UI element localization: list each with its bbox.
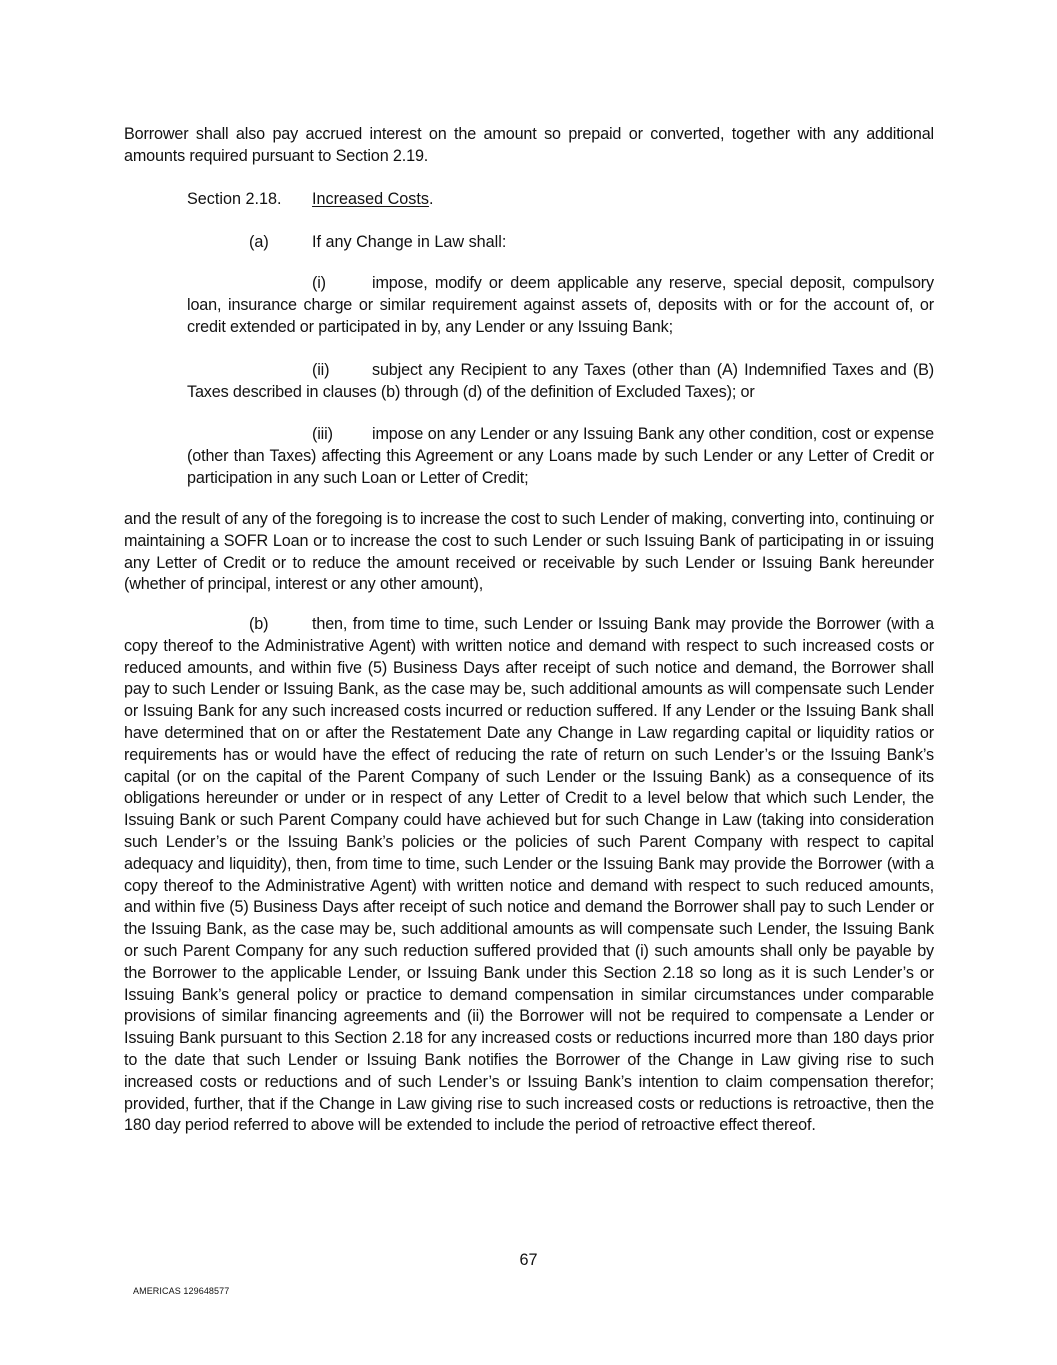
page-number: 67 xyxy=(519,1251,538,1269)
clause-b xyxy=(124,614,934,1137)
sub-item-iii-marker: (iii) xyxy=(312,425,333,443)
section-title-suffix: . xyxy=(428,190,434,208)
intro-paragraph: Borrower shall also pay accrued interest on the amount so prepaid or converted, together with any additional amounts required pursuant to Section 2.19. xyxy=(124,125,934,165)
sub-item-iii xyxy=(187,424,934,489)
sub-item-iii-text: impose on any Lender or any Issuing Bank any other condition, cost or expense (other than Taxes) affecting this Agreement or any Loans made by such Lender or any Letter of Credit or participation in any such Loan or Letter of Credit; xyxy=(187,425,934,487)
section-title: Increased Costs xyxy=(312,190,429,208)
sub-item-ii-text: subject any Recipient to any Taxes (other than (A) Indemnified Taxes and (B) Taxes described in clauses (b) through (d) of the definition of Excluded Taxes); or xyxy=(187,361,934,401)
sub-item-i-text: impose, modify or deem applicable any reserve, special deposit, compulsory loan, insurance charge or similar requirement against assets of, deposits with or for the account of, or credit extended or participated in by, any Lender or any Issuing Bank; xyxy=(187,274,934,336)
sub-item-ii-marker: (ii) xyxy=(312,361,330,379)
clause-a-marker: (a) xyxy=(249,233,269,251)
section-number: Section 2.18. xyxy=(187,190,282,208)
section-heading xyxy=(187,189,433,211)
clause-a-text: If any Change in Law shall: xyxy=(312,233,507,251)
sub-item-i xyxy=(187,273,934,338)
clause-a xyxy=(249,232,506,254)
sub-item-ii xyxy=(187,360,934,404)
clause-b-marker: (b) xyxy=(249,615,269,633)
document-id: AMERICAS 129648577 xyxy=(133,1286,230,1296)
result-paragraph: and the result of any of the foregoing is to increase the cost to such Lender of making, converting into, continuing or maintaining a SOFR Loan or to increase the cost to such Lender or such Issuing Bank of participating in or issuing any Letter of Credit or to reduce the amount received or receivable by such Lender or Issuing Bank hereunder (whether of principal, interest or any other amount), xyxy=(124,510,934,594)
clause-b-text: then, from time to time, such Lender or Issuing Bank may provide the Borrower (with a copy thereof to the Administrative Agent) with written notice and demand with respect to such increased costs or reduced amounts, and within five (5) Business Days after receipt of such notice and demand, the Borrower shall pay to such Lender or Issuing Bank, as the case may be, such additional amounts as will compensate such Lender or Issuing Bank for any such increased costs incurred or reduction suffered. If any Lender or the Issuing Bank shall have determined that on or after the Restatement Date any Change in Law regarding capital or liquidity ratios or requirements has or would have the effect of reducing the rate of return on such Lender’s or the Issuing Bank’s capital (or on the capital of the Parent Company of such Lender or the Issuing Bank) as a consequence of its obligations hereunder or under or in respect of any Letter of Credit to a level below that which such Lender, the Issuing Bank or such Parent Company could have achieved but for such Change in Law (taking into consideration such Lender’s or the Issuing Bank’s policies or the policies of such Parent Company with respect to capital adequacy and liquidity), then, from time to time, such Lender or the Issuing Bank may provide the Borrower (with a copy thereof to the Administrative Agent) with written notice and demand with respect to such reduced amounts, and within five (5) Business Days after receipt of such notice and demand the Borrower shall pay to such Lender or the Issuing Bank, as the case may be, such additional amounts as will compensate such Lender, the Issuing Bank or such Parent Company for any such reduction suffered provided that (i) such amounts shall only be payable by the Borrower to the applicable Lender, or Issuing Bank under this Section 2.18 so long as it is such Lender’s or Issuing Bank’s general policy or practice to demand compensation in similar circumstances under comparable provisions of similar financing agreements and (ii) the Borrower will not be required to compensate a Lender or Issuing Bank pursuant to this Section 2.18 for any increased costs or reductions incurred more than 180 days prior to the date that such Lender or Issuing Bank notifies the Borrower of the Change in Law giving rise to such increased costs or reductions and of such Lender’s or Issuing Bank’s intention to claim compensation therefor; provided, further, that if the Change in Law giving rise to such increased costs or reductions is retroactive, then the 180 day period referred to above will be extended to include the period of retroactive effect thereof. xyxy=(124,615,934,1135)
sub-item-i-marker: (i) xyxy=(312,274,326,292)
